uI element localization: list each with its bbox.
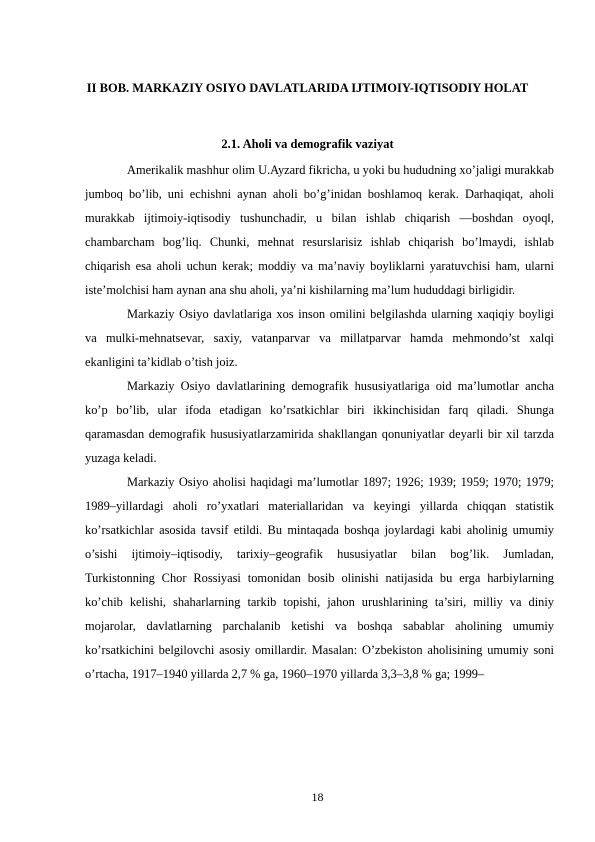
paragraph: Markaziy Osiyo davlatlarining demografik hususiyatlariga oid ma’lumotlar ancha ko’p bo’lib, ular ifoda etadigan ko’rsatkichlar biri ikkinchisidan farq qiladi. Shunga qaramasdan demografik hususiyatlarzamirida shakllangan qonuniyatlar deyarli bir xil tarzda yuzaga keladi. <box>85 379 554 465</box>
chapter-title: II BOB. MARKAZIY OSIYO DAVLATLARIDA IJTIMOIY-IQTISODIY HOLAT <box>86 81 529 95</box>
body-text <box>85 158 554 686</box>
paragraph: Markaziy Osiyo aholisi haqidagi ma’lumotlar 1897; 1926; 1939; 1959; 1970; 1979; 1989–yillardagi aholi ro’yxatlari materiallaridan va keyingi yillarda chiqqan statistik ko’rsatkichlar asosida tavsif etildi. Bu mintaqada boshqa joylardagi kabi aholinig umumiy o’sishi ijtimoiy–iqtisodiy, tarixiy–geografik hususiyatlar bilan bog’lik. Jumladan, Turkistonning Chor Rossiyasi tomonidan bosib olinishi natijasida bu erga harbiylarning ko’chib kelishi, shaharlarning tarkib topishi, jahon urushlarining ta’siri, milliy va diniy mojarolar, davlatlarning parchalanib ketishi va boshqa sabablar aholining umumiy ko’rsatkichini belgilovchi asosiy omillardir. Masalan: O’zbekiston aholisining umumiy soni o’rtacha, 1917–1940 yillarda 2,7 % ga, 1960–1970 yillarda 3,3–3,8 % ga; 1999– <box>85 475 554 681</box>
paragraph: Markaziy Osiyo davlatlariga xos inson omilini belgilashda ularning xaqiqiy boyligi va mulki-mehnatsevar, saxiy, vatanparvar va millatparvar hamda mehmondo’st xalqi ekanligini ta’kidlab o’tish joiz. <box>85 307 554 369</box>
section-title: 2.1. Aholi va demografik vaziyat <box>221 137 394 151</box>
page-number: 18 <box>311 790 324 804</box>
paragraph: Amerikalik mashhur olim U.Ayzard fikricha, u yoki bu hududning xo’jaligi murakkab jumboq bo’lib, uni echishni aynan aholi bo’g’inidan boshlamoq kerak. Darhaqiqat, aholi murakkab ijtimoiy-iqtisodiy tushunchadir, u bilan ishlab chiqarish ―boshdan oyoq‖, chambarcham bog’liq. Chunki, mehnat resurslarisiz ishlab chiqarish bo’lmaydi, ishlab chiqarish esa aholi uchun kerak; moddiy va ma’naviy boyliklarni yaratuvchisi ham, ularni iste’molchisi ham aynan ana shu aholi, ya’ni kishilarning ma’lum hududdagi birligidir. <box>85 163 554 297</box>
